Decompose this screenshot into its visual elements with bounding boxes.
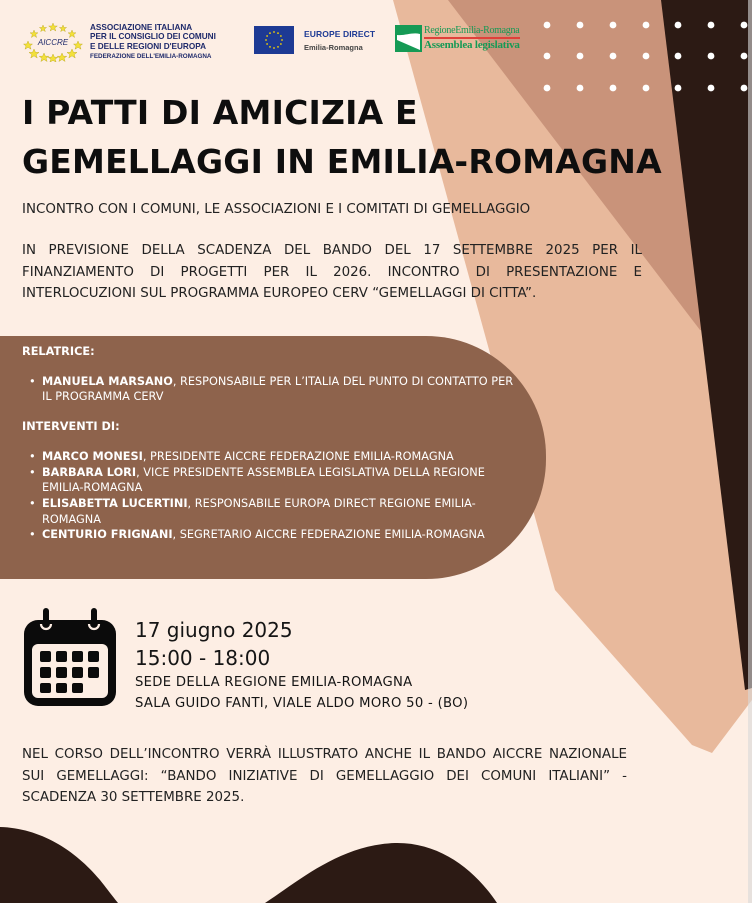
- event-address: SALA GUIDO FANTI, VIALE ALDO MORO 50 - (BO): [135, 696, 469, 711]
- interventi-list: [22, 449, 522, 543]
- subtitle: INCONTRO CON I COMUNI, LE ASSOCIAZIONI E I COMITATI DI GEMELLAGGIO: [22, 202, 531, 217]
- aiccre-name: [90, 23, 216, 62]
- interventi-heading: INTERVENTI DI:: [22, 420, 120, 434]
- speaker-item: [22, 465, 522, 496]
- europe-direct-subtitle: Emilia-Romagna: [304, 42, 363, 52]
- relatrice-heading: RELATRICE:: [22, 345, 95, 358]
- event-date: 17 giugno 2025: [135, 618, 293, 642]
- speaker-item: [22, 374, 522, 405]
- event-time: 15:00 - 18:00: [135, 646, 271, 670]
- europe-direct-title: EUROPE DIRECT: [304, 28, 376, 39]
- aiccre-logo: [22, 22, 232, 62]
- regione-mark-icon: [395, 25, 422, 52]
- event-details: [135, 616, 468, 714]
- page-title: [22, 88, 662, 186]
- regione-line-1: RegioneEmilia-Romagna: [424, 25, 520, 39]
- speaker-item: [22, 449, 522, 465]
- aiccre-line-2: PER IL CONSIGLIO DEI COMUNI: [90, 32, 216, 41]
- regione-emilia-romagna-logo: [395, 24, 520, 52]
- speaker-role: , VICE PRESIDENTE ASSEMBLEA LEGISLATIVA DELLA REGIONE EMILIA-ROMAGNA: [42, 465, 485, 495]
- intro-paragraph: IN PREVISIONE DELLA SCADENZA DEL BANDO DEL 17 SETTEMBRE 2025 PER IL FINANZIAMENTO DI PROGETTI PER IL 2026. INCONTRO DI PRESENTAZIONE E INTERLOCUZIONI SUL PROGRAMMA EUROPEO CERV “GEMELLAGGI DI CITTA”.: [22, 243, 642, 301]
- title-line-1: I PATTI DI AMICIZIA E: [22, 93, 418, 132]
- regione-line-2: Assemblea legislativa: [424, 38, 520, 51]
- aiccre-line-1: ASSOCIAZIONE ITALIANA: [90, 22, 193, 32]
- title-line-2: GEMELLAGGI IN EMILIA-ROMAGNA: [22, 142, 662, 181]
- speaker-role: , RESPONSABILE PER L’ITALIA DEL PUNTO DI CONTATTO PER IL PROGRAMMA CERV: [42, 374, 514, 404]
- speaker-role: , PRESIDENTE AICCRE FEDERAZIONE EMILIA-ROMAGNA: [142, 449, 454, 463]
- speaker-role: , RESPONSABILE EUROPA DIRECT REGIONE EMILIA-ROMAGNA: [42, 496, 476, 526]
- europe-direct-logo: [254, 26, 375, 54]
- speaker-item: [22, 527, 522, 543]
- bottom-wave-left: [0, 827, 118, 903]
- calendar-icon: [22, 606, 118, 708]
- speaker-name: MARCO MONESI: [42, 449, 143, 463]
- speaker-item: [22, 496, 522, 527]
- speaker-role: , SEGRETARIO AICCRE FEDERAZIONE EMILIA-ROMAGNA: [172, 528, 485, 542]
- speaker-name: ELISABETTA LUCERTINI: [42, 496, 188, 510]
- eu-flag-icon: [254, 26, 294, 54]
- footer-note: NEL CORSO DELL’INCONTRO VERRÀ ILLUSTRATO ANCHE IL BANDO AICCRE NAZIONALE SUI GEMELLAGGI: “BANDO INIZIATIVE DI GEMELLAGGIO DEI COMUNI ITALIANI” - SCADENZA 30 SETTEMBRE 2025.: [22, 747, 627, 805]
- aiccre-federation: FEDERAZIONE DELL'EMILIA-ROMAGNA: [90, 53, 212, 60]
- speaker-name: MANUELA MARSANO: [42, 374, 173, 388]
- relatrice-list: [22, 374, 522, 405]
- bottom-wave-right: [265, 843, 497, 903]
- aiccre-line-3: E DELLE REGIONI D'EUROPA: [90, 41, 206, 51]
- event-venue: SEDE DELLA REGIONE EMILIA-ROMAGNA: [135, 675, 413, 690]
- speaker-name: BARBARA LORI: [42, 465, 137, 479]
- aiccre-stars-icon: [22, 22, 84, 62]
- speaker-name: CENTURIO FRIGNANI: [42, 528, 173, 542]
- svg-text:AICCRE: AICCRE: [37, 38, 69, 47]
- speakers-content: [22, 344, 522, 543]
